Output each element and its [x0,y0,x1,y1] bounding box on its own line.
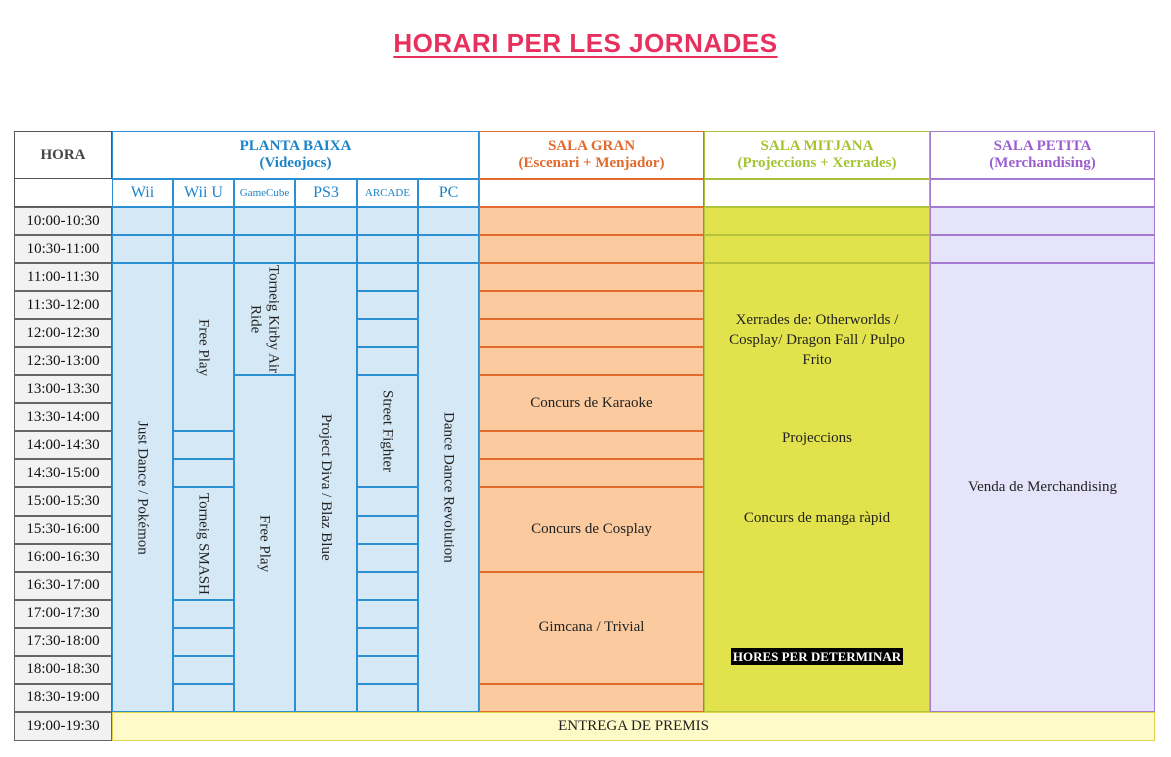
empty-cell [357,207,418,235]
event-wii-label: Just Dance / Pokémon [134,420,151,555]
event-gc-kirby [234,263,295,375]
header-sala-gran [479,131,704,179]
empty-cell [173,656,234,684]
header-planta-baixa [112,131,479,179]
sala-gran-title: SALA GRAN [547,138,636,154]
sala-gran-subtitle: (Escenari + Menjador) [518,155,665,171]
empty-cell [357,347,418,375]
empty-cell [173,628,234,656]
sala-mitjana-subtitle: (Projeccions + Xerrades) [737,155,897,171]
time-slot: 12:30-13:00 [14,347,112,375]
empty-cell [234,235,295,263]
empty-cell [357,319,418,347]
sala-mitjana-events [704,263,930,712]
platform-arcade: ARCADE [357,179,418,207]
event-gc-free-play [234,375,295,712]
empty-cell [930,207,1155,235]
event-ps3 [295,263,357,712]
event-xerrades: Xerrades de: Otherworlds / Cosplay/ Dragon Fall / Pulpo Frito [729,312,905,369]
empty-cell [479,207,704,235]
empty-cell [173,207,234,235]
sala-petita-subheader [930,179,1155,207]
event-manga: Concurs de manga ràpid [743,510,891,527]
time-slot: 13:30-14:00 [14,403,112,431]
event-wii [112,263,173,712]
event-cosplay: Concurs de Cosplay [479,487,704,571]
empty-cell [357,684,418,712]
time-slot: 15:00-15:30 [14,487,112,515]
planta-baixa-title: PLANTA BAIXA [239,138,352,154]
empty-cell [112,207,173,235]
empty-cell [418,235,479,263]
empty-cell [479,431,704,459]
empty-cell [234,207,295,235]
empty-cell [295,235,357,263]
event-karaoke: Concurs de Karaoke [479,375,704,431]
sala-mitjana-subheader [704,179,930,207]
tbd-label: HORES PER DETERMINAR [732,649,902,665]
page-title: HORARI PER LES JORNADES [393,28,778,58]
event-merch: Venda de Merchandising [930,263,1155,712]
empty-cell [357,487,418,515]
time-slot: 18:00-18:30 [14,656,112,684]
empty-cell [418,207,479,235]
time-slot: 18:30-19:00 [14,684,112,712]
event-ps3-label: Project Diva / Blaz Blue [318,414,334,561]
event-gimcana: Gimcana / Trivial [479,572,704,684]
time-slot: 17:30-18:00 [14,628,112,656]
empty-cell [479,459,704,487]
event-wiiu-free-label: Free Play [195,318,212,376]
empty-cell [173,431,234,459]
sala-petita-subtitle: (Merchandising) [989,155,1096,171]
header-sala-petita [930,131,1155,179]
empty-cell [930,235,1155,263]
event-gc-free-label: Free Play [256,515,273,573]
empty-cell [295,207,357,235]
empty-cell [479,291,704,319]
event-premis: ENTREGA DE PREMIS [112,712,1155,741]
platform-ps3: PS3 [295,179,357,207]
platform-gamecube: GameCube [234,179,295,207]
time-slot: 16:00-16:30 [14,544,112,572]
event-wiiu-free-play [173,263,234,431]
time-slot: 13:00-13:30 [14,375,112,403]
event-gc-kirby-label: Torneig Kirby Air Ride [247,265,282,374]
empty-cell [357,235,418,263]
subheader-blank [14,179,112,207]
platform-wii: Wii [112,179,173,207]
header-sala-mitjana [704,131,930,179]
time-slot: 11:30-12:00 [14,291,112,319]
event-arcade [357,375,418,487]
empty-cell [173,459,234,487]
empty-cell [479,684,704,712]
event-wiiu-smash-label: Torneig SMASH [195,492,212,595]
empty-cell [479,347,704,375]
time-slot: 14:00-14:30 [14,431,112,459]
empty-cell [357,291,418,319]
time-slot: 16:30-17:00 [14,572,112,600]
time-slot: 10:30-11:00 [14,235,112,263]
empty-cell [357,600,418,628]
time-slot: 11:00-11:30 [14,263,112,291]
event-arcade-label: Street Fighter [379,390,396,473]
platform-wiiu: Wii U [173,179,234,207]
empty-cell [173,235,234,263]
empty-cell [173,684,234,712]
empty-cell [173,600,234,628]
planta-baixa-subtitle: (Videojocs) [259,155,332,171]
empty-cell [704,207,930,235]
sala-petita-title: SALA PETITA [993,138,1092,154]
empty-cell [479,263,704,291]
sala-gran-subheader [479,179,704,207]
empty-cell [112,235,173,263]
empty-cell [357,656,418,684]
empty-cell [357,263,418,291]
time-slot: 19:00-19:30 [14,712,112,741]
time-slot: 14:30-15:00 [14,459,112,487]
platform-pc: PC [418,179,479,207]
time-slot: 10:00-10:30 [14,207,112,235]
tbd-wrapper [705,649,929,666]
event-pc [418,263,479,712]
empty-cell [357,544,418,572]
empty-cell [479,235,704,263]
event-wiiu-smash [173,487,234,599]
event-projeccions: Projeccions [782,430,852,447]
event-pc-label: Dance Dance Revolution [440,412,457,563]
empty-cell [357,628,418,656]
empty-cell [479,319,704,347]
time-slot: 17:00-17:30 [14,600,112,628]
time-slot: 15:30-16:00 [14,516,112,544]
schedule-table [14,131,1155,742]
sala-mitjana-title: SALA MITJANA [760,138,874,154]
empty-cell [704,235,930,263]
time-slot: 12:00-12:30 [14,319,112,347]
empty-cell [357,572,418,600]
empty-cell [357,516,418,544]
header-hora: HORA [14,131,112,179]
